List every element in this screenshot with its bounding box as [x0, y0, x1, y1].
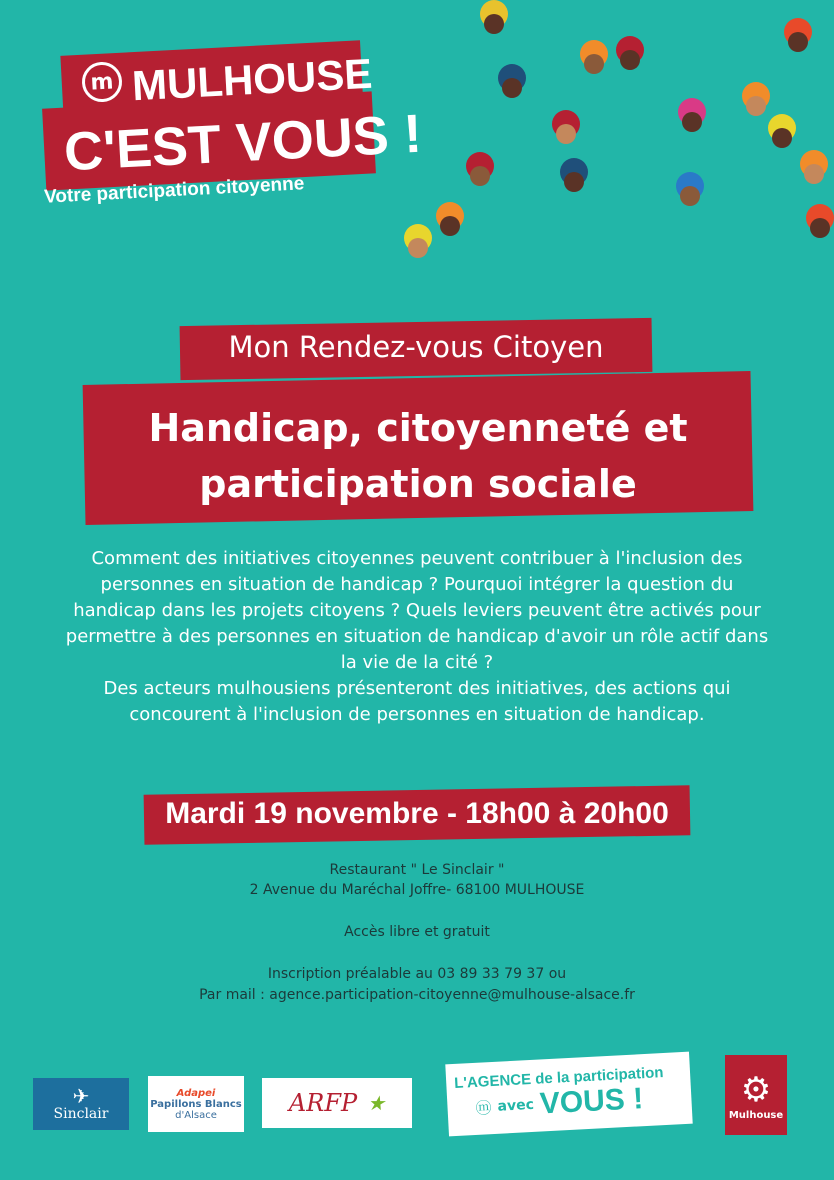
person-icon: ★ [367, 1091, 386, 1115]
logo-tagline: Votre participation citoyenne [43, 173, 305, 208]
description-line: Comment des initiatives citoyennes peuvent contribuer à l'inclusion des [91, 548, 743, 569]
description-line: handicap dans les projets citoyens ? Quels leviers peuvent être activés pour [73, 600, 761, 621]
arfp-label: ARFP [288, 1089, 358, 1117]
logo-line1: MULHOUSE [130, 49, 374, 110]
description-line: Des acteurs mulhousiens présenteront des initiatives, des actions qui [103, 678, 731, 699]
mulhouse-label: Mulhouse [728, 1109, 784, 1121]
mulhouse-city-logo [725, 1055, 787, 1135]
sinclair-label: Sinclair [53, 1106, 109, 1122]
bird-icon: ✈ [72, 1084, 90, 1108]
gear-m-icon: ⚙ [740, 1069, 772, 1110]
description-line: permettre à des personnes en situation de handicap d'avoir un rôle actif dans [65, 626, 769, 647]
agence-vous: VOUS ! [538, 1081, 644, 1121]
adapei-logo [148, 1076, 244, 1132]
m-bulb-icon: m [81, 61, 123, 103]
venue-address: 2 Avenue du Maréchal Joffre- 68100 MULHOUSE [249, 882, 585, 898]
event-title-line1: Handicap, citoyenneté et [148, 406, 688, 450]
series-title: Mon Rendez-vous Citoyen [228, 330, 604, 364]
event-title [84, 400, 752, 512]
description-line: la vie de la cité ? [340, 652, 494, 673]
agence-logo [445, 1052, 692, 1137]
event-date: Mardi 19 novembre - 18h00 à 20h00 [165, 797, 669, 830]
event-title-line2: participation sociale [199, 462, 637, 506]
description-line: concourent à l'inclusion de personnes en situation de handicap. [129, 704, 705, 725]
logo-line2: C'EST VOUS ! [62, 103, 424, 183]
agence-avec: avec [497, 1096, 535, 1115]
venue-name: Restaurant " Le Sinclair " [329, 862, 505, 878]
adapei-label-1: Adapei [176, 1087, 216, 1099]
adapei-label-2: Papillons Blancs [150, 1098, 242, 1110]
registration-phone: Inscription préalable au 03 89 33 79 37 ou [267, 966, 567, 982]
sinclair-logo [33, 1078, 129, 1130]
arfp-logo [262, 1078, 412, 1128]
m-bulb-icon: ⓜ [475, 1098, 493, 1118]
event-description [40, 546, 794, 728]
agence-line1: L'AGENCE de la participation [453, 1063, 664, 1092]
registration-mail[interactable]: Par mail : agence.participation-citoyenne@mulhouse-alsace.fr [199, 987, 635, 1003]
access-info: Accès libre et gratuit [344, 924, 490, 940]
description-line: personnes en situation de handicap ? Pourquoi intégrer la question du [100, 574, 734, 595]
adapei-label-3: d'Alsace [175, 1109, 217, 1121]
